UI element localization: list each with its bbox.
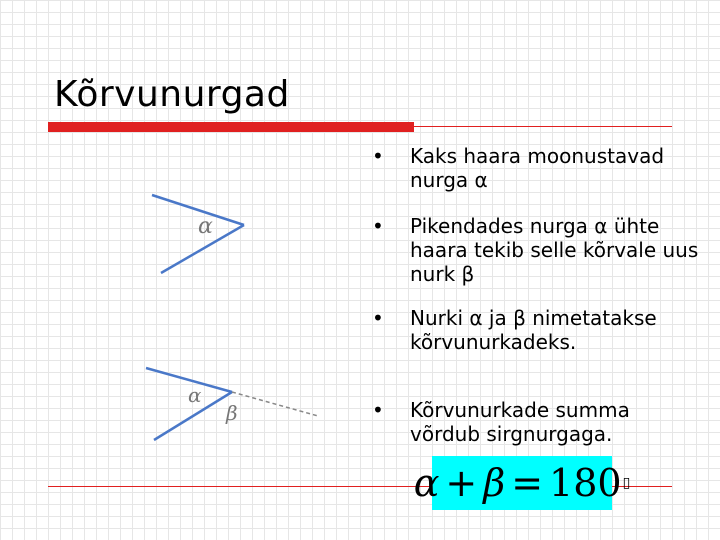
bullet-dot: • xyxy=(372,144,384,168)
formula-plus: + xyxy=(445,461,478,505)
bullet-dot: • xyxy=(372,306,384,330)
bullet-dot: • xyxy=(372,398,384,422)
bullet-item xyxy=(362,398,702,458)
formula-degree-mark: ▯ xyxy=(622,475,631,491)
sum-formula xyxy=(413,456,631,510)
bullet-item xyxy=(362,306,702,398)
formula-alpha: α xyxy=(413,461,440,505)
ray-extension-dashed xyxy=(232,392,318,416)
title-underline-accent xyxy=(48,122,414,132)
formula-value: 180 xyxy=(549,461,622,505)
bullet-text: Kaks haara moonustavad nurga α xyxy=(410,144,665,192)
angle-alpha-label: α xyxy=(188,383,202,407)
adjacent-angles-figure xyxy=(140,360,330,450)
bullet-list xyxy=(362,144,702,458)
bullet-text: Nurki α ja β nimetatakse kõrvunurkadeks. xyxy=(410,306,657,354)
bullet-item xyxy=(362,214,702,306)
title-underline-rule xyxy=(414,126,672,127)
slide-title: Kõrvunurgad xyxy=(54,74,290,115)
angle-alpha-label: α xyxy=(198,214,213,239)
angle-alpha-figure xyxy=(140,188,260,280)
formula-box xyxy=(413,456,631,510)
bullet-text: Pikendades nurga α ühte haara tekib selle kõrvale uus nurk β xyxy=(410,214,699,286)
bullet-text: Kõrvunurkade summa võrdub sirgnurgaga. xyxy=(410,398,630,446)
bullet-dot: • xyxy=(372,214,384,238)
angle-beta-label: β xyxy=(226,401,238,425)
formula-equals: = xyxy=(511,461,544,505)
bullet-item xyxy=(362,144,702,214)
formula-beta: β xyxy=(483,461,506,505)
